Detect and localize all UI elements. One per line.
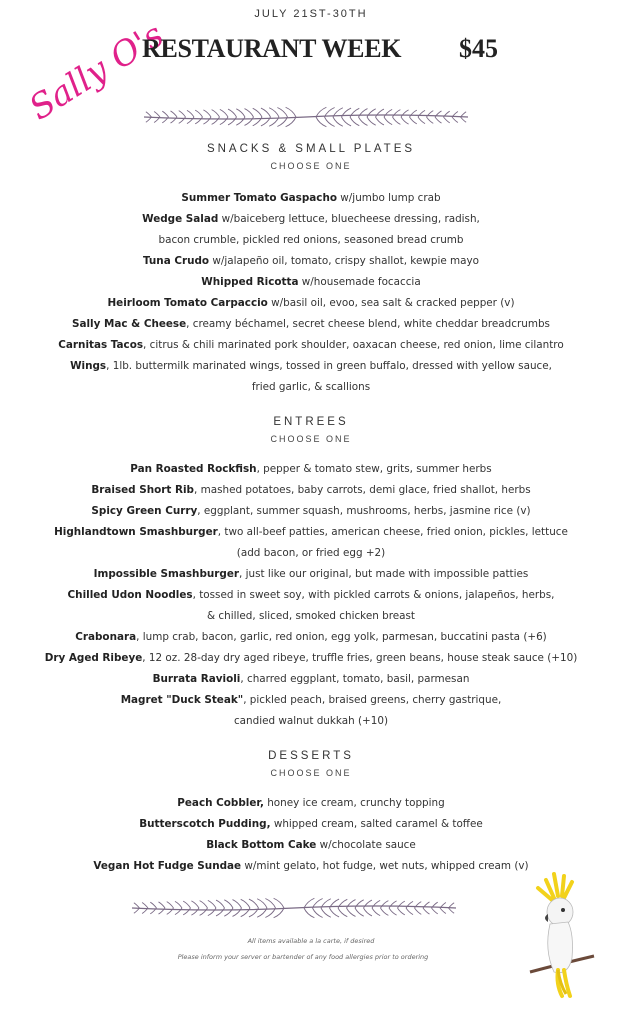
dish-name: Chilled Udon Noodles bbox=[67, 589, 193, 601]
divider-leaf bbox=[146, 112, 152, 117]
divider-leaf bbox=[432, 908, 438, 914]
divider-leaf bbox=[200, 908, 208, 915]
divider-leaf bbox=[338, 908, 347, 917]
divider-leaf bbox=[435, 117, 441, 123]
divider-leaf bbox=[364, 908, 372, 916]
divider-leaf bbox=[220, 109, 228, 117]
divider-leaf bbox=[398, 901, 405, 908]
divider-leaf bbox=[406, 908, 413, 915]
dish-description: whipped cream, salted caramel & toffee bbox=[270, 818, 483, 830]
divider-leaf bbox=[347, 908, 356, 916]
dish-description: , tossed in sweet soy, with pickled carrots & onions, jalapeños, herbs, bbox=[192, 589, 555, 601]
cockatoo-illustration bbox=[524, 872, 596, 1000]
menu-line bbox=[0, 814, 622, 835]
bottom-leaf-divider bbox=[126, 890, 462, 926]
divider-leaf bbox=[440, 908, 446, 914]
menu-line bbox=[0, 669, 622, 690]
divider-leaf bbox=[203, 110, 211, 117]
divider-leaf bbox=[208, 908, 216, 916]
divider-leaf bbox=[401, 110, 409, 117]
desserts-list bbox=[0, 793, 622, 877]
divider-leaf bbox=[401, 117, 409, 124]
divider-leaf bbox=[384, 117, 392, 125]
dish-description: (add bacon, or fried egg +2) bbox=[236, 547, 386, 559]
menu-line bbox=[0, 543, 622, 564]
divider-leaf bbox=[249, 899, 259, 908]
divider-leaf bbox=[134, 903, 140, 908]
menu-line bbox=[0, 711, 622, 732]
divider-leaf bbox=[224, 900, 233, 908]
dish-name: Wedge Salad bbox=[142, 213, 219, 225]
divider-leaf bbox=[410, 110, 417, 117]
divider-leaf bbox=[171, 111, 177, 117]
divider-leaf bbox=[195, 110, 202, 117]
divider-leaf bbox=[228, 117, 236, 125]
title-row bbox=[142, 34, 502, 68]
menu-line bbox=[0, 522, 622, 543]
logo-text: Sally O's bbox=[22, 14, 171, 129]
divider-leaf bbox=[372, 900, 380, 908]
divider-leaf bbox=[167, 902, 174, 908]
divider-leaf bbox=[452, 117, 458, 123]
divider-leaf bbox=[381, 908, 389, 915]
section-title: SNACKS & SMALL PLATES bbox=[206, 143, 416, 155]
menu-line bbox=[0, 793, 622, 814]
dish-name: Magret "Duck Steak" bbox=[120, 694, 244, 706]
menu-line bbox=[0, 356, 622, 377]
dish-description: , pepper & tomato stew, grits, summer herbs bbox=[256, 463, 492, 475]
divider-leaf bbox=[410, 117, 417, 124]
divider-leaf bbox=[187, 110, 194, 117]
dish-name: Burrata Ravioli bbox=[152, 673, 241, 685]
divider-leaf bbox=[245, 109, 254, 117]
menu-line bbox=[0, 459, 622, 480]
divider-leaf bbox=[393, 110, 401, 117]
menu-line bbox=[0, 564, 622, 585]
dish-description: w/jumbo lump crab bbox=[337, 192, 441, 204]
divider-leaf bbox=[150, 902, 156, 908]
divider-leaf bbox=[233, 900, 242, 908]
dish-description: , lump crab, bacon, garlic, red onion, egg yolk, parmesan, buccatini pasta (+6) bbox=[136, 631, 547, 643]
dish-description: & chilled, sliced, smoked chicken breast bbox=[207, 610, 415, 622]
page-title: RESTAURANT WEEK bbox=[142, 34, 402, 63]
divider-leaf bbox=[333, 117, 343, 126]
menu-line bbox=[0, 648, 622, 669]
divider-leaf bbox=[195, 117, 202, 124]
section-entrees-header bbox=[0, 416, 622, 444]
divider-leaf bbox=[372, 908, 380, 916]
price: $45 bbox=[459, 34, 498, 63]
dish-description: , creamy béchamel, secret cheese blend, white cheddar breadcrumbs bbox=[186, 318, 550, 330]
dish-name: Wings bbox=[70, 360, 107, 372]
dish-description: , eggplant, summer squash, mushrooms, herbs, jasmine rice (v) bbox=[197, 505, 531, 517]
menu-line bbox=[0, 272, 622, 293]
divider-leaf bbox=[175, 901, 182, 908]
section-snacks-header bbox=[0, 143, 622, 171]
divider-leaf bbox=[183, 908, 190, 915]
divider-leaf bbox=[208, 900, 216, 908]
dish-description: , mashed potatoes, baby carrots, demi glace, fried shallot, herbs bbox=[193, 484, 531, 496]
dish-name: Crabonara bbox=[75, 631, 137, 643]
divider-leaf bbox=[191, 908, 199, 915]
menu-line bbox=[0, 690, 622, 711]
dish-name: Carnitas Tacos bbox=[58, 339, 144, 351]
dish-description: fried garlic, & scallions bbox=[251, 381, 371, 393]
menu-line bbox=[0, 377, 622, 398]
divider-leaf bbox=[224, 908, 233, 916]
top-leaf-divider bbox=[138, 99, 474, 135]
divider-leaf bbox=[415, 908, 422, 914]
divider-leaf bbox=[253, 108, 262, 117]
menu-line bbox=[0, 585, 622, 606]
divider-leaf bbox=[359, 117, 368, 125]
dish-description: , just like our original, but made with impossible patties bbox=[239, 568, 529, 580]
dish-name: Spicy Green Curry bbox=[91, 505, 198, 517]
section-subtitle: CHOOSE ONE bbox=[270, 434, 352, 444]
dish-description: honey ice cream, crunchy topping bbox=[263, 797, 445, 809]
menu-line bbox=[0, 335, 622, 356]
divider-leaf bbox=[313, 908, 323, 917]
section-title: ENTREES bbox=[273, 416, 349, 428]
divider-leaf bbox=[162, 111, 168, 117]
divider-leaf bbox=[212, 110, 220, 117]
menu-line bbox=[0, 627, 622, 648]
dish-name: Black Bottom Cake bbox=[206, 839, 317, 851]
divider-leaf bbox=[212, 117, 220, 124]
menu-line bbox=[0, 501, 622, 522]
divider-leaf bbox=[381, 901, 389, 908]
event-dates: JULY 21ST-30TH bbox=[254, 8, 368, 20]
dish-name: Highlandtown Smashburger bbox=[54, 526, 218, 538]
divider-leaf bbox=[257, 899, 267, 908]
divider-leaf bbox=[350, 117, 359, 126]
divider-leaf bbox=[367, 117, 376, 125]
divider-leaf bbox=[154, 111, 160, 117]
dish-description: , citrus & chili marinated pork shoulder, oaxacan cheese, red onion, lime cilantro bbox=[143, 339, 564, 351]
dish-name: Impossible Smashburger bbox=[93, 568, 240, 580]
dish-description: , pickled peach, braised greens, cherry gastrique, bbox=[243, 694, 502, 706]
menu-line bbox=[0, 251, 622, 272]
divider-leaf bbox=[203, 117, 211, 124]
dish-name: Peach Cobbler, bbox=[177, 797, 264, 809]
divider-leaf bbox=[220, 117, 228, 125]
menu-line bbox=[0, 480, 622, 501]
dish-name: Dry Aged Ribeye bbox=[44, 652, 143, 664]
dish-description: , 1lb. buttermilk marinated wings, tossed in green buffalo, dressed with yellow sauce, bbox=[106, 360, 552, 372]
dish-name: Pan Roasted Rockfish bbox=[130, 463, 257, 475]
dish-name: Braised Short Rib bbox=[91, 484, 194, 496]
divider-leaf bbox=[330, 908, 340, 917]
footer-note-allergies: Please inform your server or bartender of any food allergies prior to ordering bbox=[177, 953, 429, 961]
divider-leaf bbox=[423, 908, 429, 914]
divider-leaf bbox=[261, 108, 271, 117]
dish-description: w/mint gelato, hot fudge, wet nuts, whipped cream (v) bbox=[241, 860, 529, 872]
divider-leaf bbox=[364, 900, 372, 908]
menu-line bbox=[0, 209, 622, 230]
dish-name: Butterscotch Pudding, bbox=[139, 818, 271, 830]
snacks-list bbox=[0, 188, 622, 398]
divider-leaf bbox=[376, 117, 384, 125]
section-title: DESSERTS bbox=[268, 750, 354, 762]
dish-name: Tuna Crudo bbox=[142, 255, 210, 267]
divider-leaf bbox=[376, 109, 384, 117]
menu-line bbox=[0, 188, 622, 209]
divider-leaf bbox=[444, 117, 450, 123]
divider-leaf bbox=[393, 117, 401, 124]
divider-leaf bbox=[265, 899, 275, 908]
menu-line bbox=[0, 606, 622, 627]
divider-leaf bbox=[277, 108, 287, 117]
dish-description: , two all-beef patties, american cheese, fried onion, pickles, lettuce bbox=[217, 526, 568, 538]
divider-leaf bbox=[142, 902, 148, 908]
menu-line bbox=[0, 835, 622, 856]
divider-leaf bbox=[389, 908, 397, 915]
divider-leaf bbox=[241, 899, 250, 908]
entrees-list bbox=[0, 459, 622, 732]
divider-leaf bbox=[355, 900, 364, 908]
dish-description: w/chocolate sauce bbox=[316, 839, 416, 851]
divider-leaf bbox=[449, 908, 455, 913]
section-subtitle: CHOOSE ONE bbox=[270, 161, 352, 171]
divider-leaf bbox=[325, 117, 335, 126]
dish-name: Sally Mac & Cheese bbox=[72, 318, 187, 330]
footer-note-carte: All items available a la carte, if desired bbox=[247, 937, 375, 945]
divider-leaf bbox=[342, 117, 352, 126]
divider-leaf bbox=[236, 117, 245, 125]
divider-leaf bbox=[216, 908, 224, 916]
dish-description: w/basil oil, evoo, sea salt & cracked pepper (v) bbox=[267, 297, 515, 309]
dish-description: , 12 oz. 28-day dry aged ribeye, truffle fries, green beans, house steak sauce (+10) bbox=[142, 652, 578, 664]
section-subtitle: CHOOSE ONE bbox=[270, 768, 352, 778]
divider-leaf bbox=[216, 900, 224, 908]
divider-leaf bbox=[183, 901, 190, 908]
dish-description: w/housemade focaccia bbox=[298, 276, 421, 288]
dish-description: w/jalapeño oil, tomato, crispy shallot, kewpie mayo bbox=[209, 255, 480, 267]
divider-leaf bbox=[418, 117, 425, 124]
divider-leaf bbox=[179, 111, 186, 117]
sally-os-logo bbox=[6, 6, 171, 129]
divider-leaf bbox=[384, 109, 392, 117]
dish-description: bacon crumble, pickled red onions, seasoned bread crumb bbox=[158, 234, 464, 246]
section-desserts-header bbox=[0, 750, 622, 778]
dish-description: w/baiceberg lettuce, bluecheese dressing, radish, bbox=[218, 213, 480, 225]
divider-leaf bbox=[191, 901, 199, 908]
menu-line bbox=[0, 314, 622, 335]
menu-line bbox=[0, 230, 622, 251]
divider-leaf bbox=[321, 908, 331, 917]
dish-description: candied walnut dukkah (+10) bbox=[233, 715, 389, 727]
divider-leaf bbox=[236, 109, 245, 117]
divider-leaf bbox=[355, 908, 364, 916]
divider-leaf bbox=[427, 117, 434, 123]
divider-leaf bbox=[269, 108, 279, 117]
divider-leaf bbox=[200, 901, 208, 908]
divider-leaf bbox=[389, 901, 397, 908]
divider-leaf bbox=[398, 908, 405, 915]
dish-name: Vegan Hot Fudge Sundae bbox=[93, 860, 242, 872]
divider-leaf bbox=[461, 117, 467, 122]
dish-description: , charred eggplant, tomato, basil, parmesan bbox=[240, 673, 470, 685]
divider-leaf bbox=[159, 902, 165, 908]
dish-name: Whipped Ricotta bbox=[201, 276, 299, 288]
dish-name: Heirloom Tomato Carpaccio bbox=[107, 297, 268, 309]
divider-leaf bbox=[228, 109, 236, 117]
divider-leaf bbox=[367, 109, 376, 117]
menu-line bbox=[0, 293, 622, 314]
dish-name: Summer Tomato Gaspacho bbox=[181, 192, 337, 204]
